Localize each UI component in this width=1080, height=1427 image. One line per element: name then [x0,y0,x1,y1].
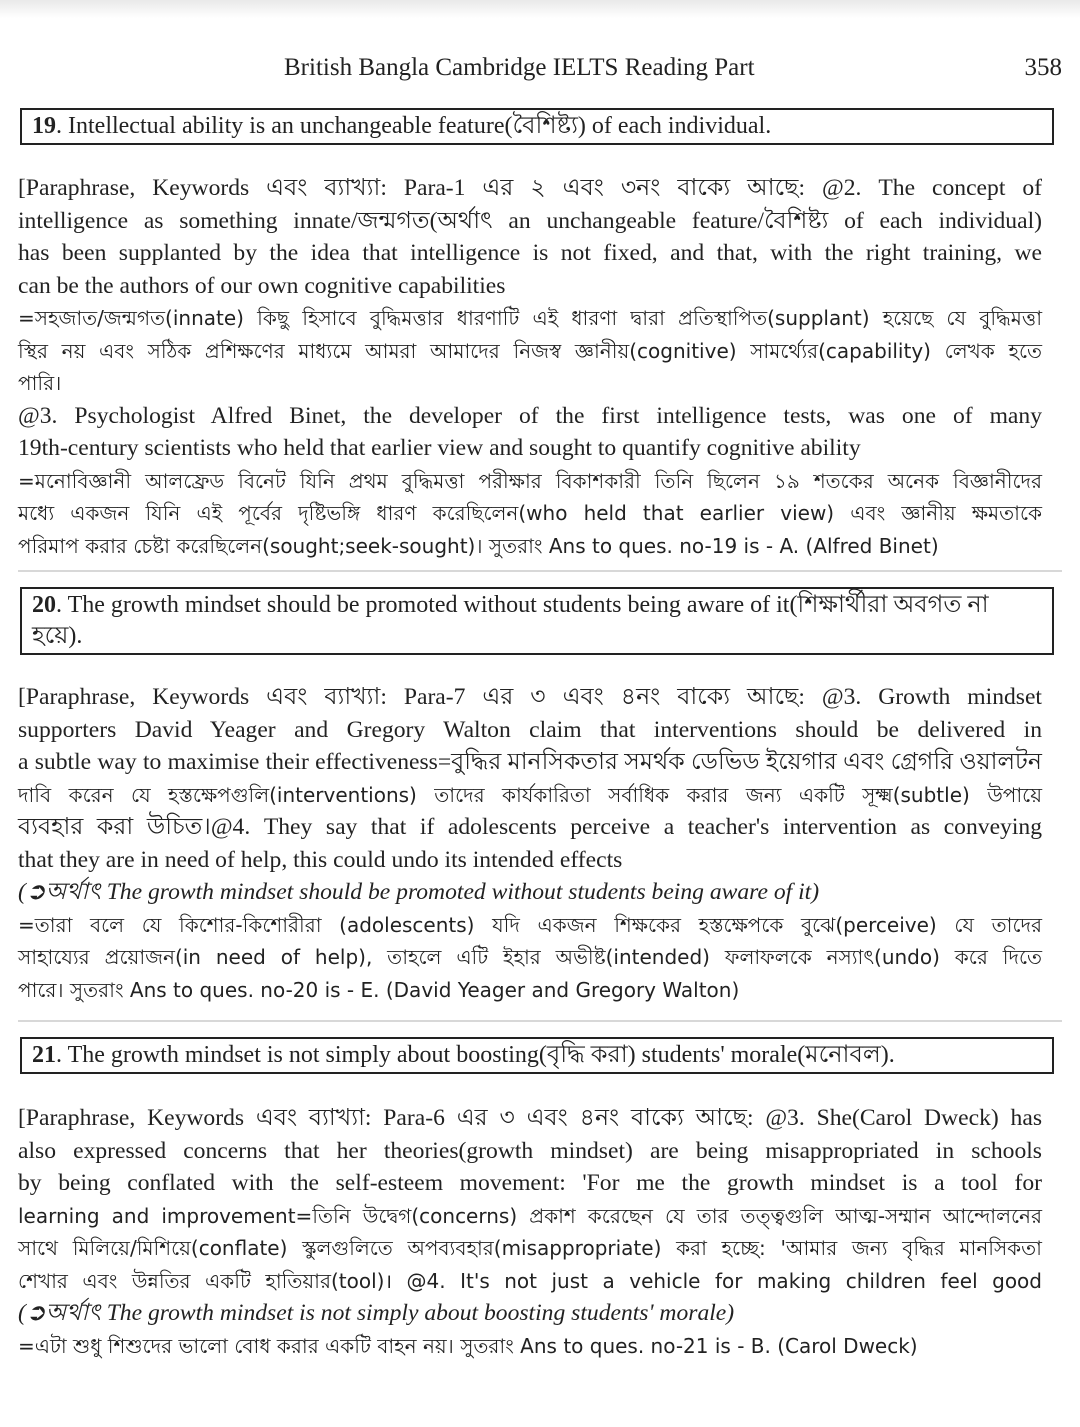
explanation-21-line: [Paraphrase, Keywords এবং ব্যাখ্যা: Para-6 এর ৩ এবং ৪নং বাক্যে আছে: @3. She(Carol Dweck) has [18,1105,1042,1131]
explanation-21 [18,1102,1042,1362]
question-20-box [20,587,1054,655]
explanation-19 [18,172,1042,562]
explanation-20-line: (➲অর্থাৎ The growth mindset should be promoted without students being aware of it) [18,879,820,905]
explanation-20-line: সাহায্যের প্রয়োজন(in need of help), তাহলে এটি ইহার অভীষ্ট(intended) ফলাফলকে নস্যাৎ(undo) করে দিতে [18,945,1042,969]
explanation-19-line: =মনোবিজ্ঞানী আলফ্রেড বিনেট যিনি প্রথম বুদ্ধিমত্তা পরীক্ষার বিকাশকারী তিনি ছিলেন ১৯ শতকের অনেক বিজ্ঞানীদের [18,468,1042,493]
explanation-19-line: পারি। [18,371,62,395]
explanation-20-line: [Paraphrase, Keywords এবং ব্যাখ্যা: Para-7 এর ৩ এবং ৪নং বাক্যে আছে: @3. Growth mindset [18,684,1042,710]
section-divider [18,1020,1062,1022]
explanation-19-line: মধ্যে একজন যিনি এই পূর্বের দৃষ্টিভঙ্গি ধারণ করেছিলেন(who held that earlier view) এবং জ্ঞানীয় ক্ষমতাকে [18,501,1042,525]
question-21-box [20,1037,1054,1074]
question-21-number: 21 [32,1042,56,1068]
question-19-number: 19 [32,113,56,139]
explanation-21-line: (➲অর্থাৎ The growth mindset is not simply about boosting students' morale) [18,1300,735,1326]
page-header [18,54,1062,88]
section-divider [18,570,1062,572]
answer-20-line: পারে। সুতরাং Ans to ques. no-20 is - E. (David Yeager and Gregory Walton) [18,977,740,1002]
explanation-19-line: 19th-century scientists who held that earlier view and sought to quantify cognitive ability [18,435,861,461]
header-title: British Bangla Cambridge IELTS Reading Part [284,54,755,81]
explanation-19-line: স্থির নয় এবং সঠিক প্রশিক্ষণের মাধ্যমে আমরা আমাদের নিজস্ব জ্ঞানীয়(cognitive) সামর্থ্যের(capability) লেখক হতে [18,338,1042,363]
question-21-text: . The growth mindset is not simply about boosting(বৃদ্ধি করা) students' morale(মনোবল). [56,1042,895,1068]
explanation-21-line: by being conflated with the self-esteem movement: 'For me the growth mindset is a tool for [18,1170,1042,1196]
explanation-20 [18,681,1042,1006]
explanation-20-line: that they are in need of help, this could undo its intended effects [18,846,623,873]
question-19-box [20,108,1054,145]
question-20-text: . The growth mindset should be promoted without students being aware of it(শিক্ষার্থীরা অবগত না [56,592,989,618]
question-20-text-cont: হয়ে). [32,623,83,649]
answer-21-line: =এটা শুধু শিশুদের ভালো বোধ করার একটি বাহন নয়। সুতরাং Ans to ques. no-21 is - B. (Carol Dweck) [18,1333,918,1358]
top-shadow [0,0,1080,18]
explanation-19-line: [Paraphrase, Keywords এবং ব্যাখ্যা: Para-1 এর ২ এবং ৩নং বাক্যে আছে: @2. The concept of [18,175,1042,201]
explanation-21-line: learning and improvement=তিনি উদ্বেগ(concerns) প্রকাশ করেছেন যে তার তত্ত্বগুলি আত্ম-সম্মান আন্দোলনের [18,1203,1042,1228]
explanation-21-line: also expressed concerns that her theories(growth mindset) are being misappropriated in schools [18,1137,1042,1164]
explanation-21-line: সাথে মিলিয়ে/মিশিয়ে(conflate) স্কুলগুলিতে অপব্যবহার(misappropriate) করা হচ্ছে: 'আমার জন্য বৃদ্ধির মানসিকতা [18,1236,1042,1260]
explanation-20-line: =তারা বলে যে কিশোর-কিশোরীরা (adolescents) যদি একজন শিক্ষকের হস্তক্ষেপকে বুঝে(perceive) যে তাদের [18,912,1042,937]
explanation-19-line: has been supplanted by the idea that intelligence is not fixed, and that, with the right training, we [18,240,1042,266]
explanation-20-line: supporters David Yeager and Gregory Walton claim that interventions should be delivered in [18,716,1042,743]
explanation-20-line: a subtle way to maximise their effectiveness=বুদ্ধির মানসিকতার সমর্থক ডেভিড ইয়েগার এবং গ্রেগরি ওয়ালটন [18,749,1042,775]
explanation-19-line: =সহজাত/জন্মগত(innate) কিছু হিসাবে বুদ্ধিমত্তার ধারণাটি এই ধারণা দ্বারা প্রতিস্থাপিত(supplant) হয়েছে যে বুদ্ধিমত্তা [18,306,1042,330]
page-number: 358 [1024,54,1062,81]
explanation-20-line: দাবি করেন যে হস্তক্ষেপগুলি(interventions) তাদের কার্যকারিতা সর্বাধিক করার জন্য একটি সূক্ষ্ম(subtle) উপায়ে [18,782,1042,807]
question-19-text: . Intellectual ability is an unchangeable feature(বৈশিষ্ট্য) of each individual. [56,113,772,139]
explanation-20-line: ব্যবহার করা উচিত।@4. They say that if adolescents perceive a teacher's intervention as conveying [18,814,1042,840]
explanation-21-line: শেখার এবং উন্নতির একটি হাতিয়ার(tool)। @4. It's not just a vehicle for making children feel good [18,1268,1042,1293]
explanation-19-line: intelligence as something innate/জন্মগত(অর্থাৎ an unchangeable feature/বৈশিষ্ট্য of each individual) [18,207,1042,234]
explanation-19-line: can be the authors of our own cognitive capabilities [18,272,506,299]
answer-19-line: পরিমাপ করার চেষ্টা করেছিলেন(sought;seek-sought)। সুতরাং Ans to ques. no-19 is - A. (Alfred Binet) [18,533,939,558]
question-20-number: 20 [32,592,56,618]
explanation-19-line: @3. Psychologist Alfred Binet, the developer of the first intelligence tests, was one of many [18,402,1042,429]
